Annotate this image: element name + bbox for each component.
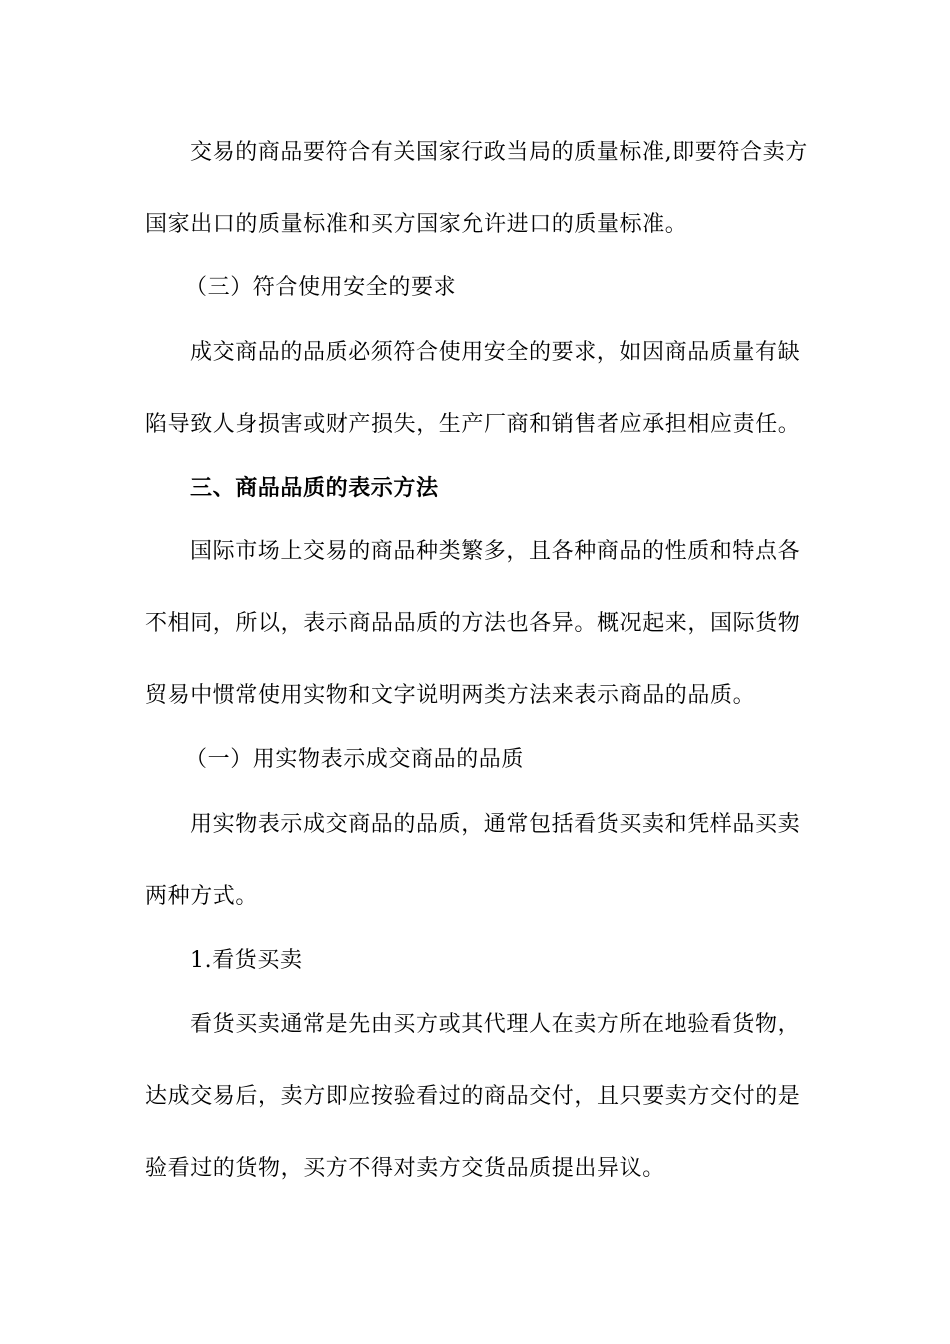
paragraph-line: 成交商品的品质必须符合使用安全的要求，如因商品质量有缺 [190,340,801,365]
paragraph-line: 看货买卖通常是先由买方或其代理人在卖方所在地验看货物， [190,1012,801,1037]
paragraph-line: 交易的商品要符合有关国家行政当局的质量标准,即要符合卖方 [190,140,808,165]
paragraph-line: 两种方式。 [145,884,259,909]
section-heading: 三、商品品质的表示方法 [190,475,439,501]
paragraph-line: 不相同，所以，表示商品品质的方法也各异。概况起来，国际货物 [145,611,801,636]
subsection-heading: （三）符合使用安全的要求 [185,275,457,300]
subsection-heading: （一）用实物表示成交商品的品质 [185,747,525,772]
paragraph-line: 验看过的货物，买方不得对卖方交货品质提出异议。 [145,1156,665,1181]
item-heading: 1.看货买卖 [190,948,303,973]
paragraph-line: 国家出口的质量标准和买方国家允许进口的质量标准。 [145,212,688,237]
paragraph-line: 贸易中惯常使用实物和文字说明两类方法来表示商品的品质。 [145,683,756,708]
paragraph-line: 国际市场上交易的商品种类繁多，且各种商品的性质和特点各 [190,539,801,564]
paragraph-line: 用实物表示成交商品的品质，通常包括看货买卖和凭样品买卖 [190,812,801,837]
paragraph-line: 陷导致人身损害或财产损失，生产厂商和销售者应承担相应责任。 [145,412,801,437]
paragraph-line: 达成交易后，卖方即应按验看过的商品交付，且只要卖方交付的是 [145,1084,801,1109]
